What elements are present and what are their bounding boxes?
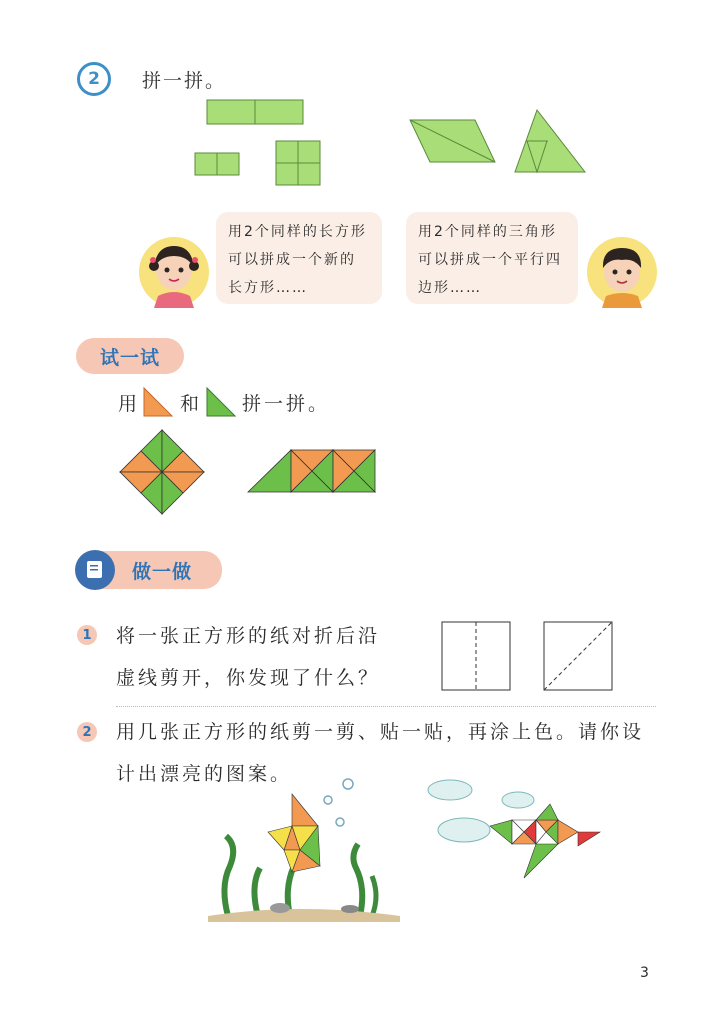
- try-text-use: 用: [118, 393, 141, 415]
- triangle-compositions: [116, 426, 386, 522]
- two-square-figure: [195, 153, 239, 175]
- triangle-fish: [268, 794, 320, 872]
- item1-line2: 虚线剪开，你发现了什么？: [116, 667, 381, 689]
- section-number-badge: 2: [77, 62, 111, 96]
- fish-aquarium-illustration: [200, 776, 410, 924]
- boy-avatar: [586, 236, 658, 308]
- four-square-figure: [276, 141, 320, 185]
- diamond-figure: [120, 430, 204, 514]
- item1-number: 1: [77, 625, 97, 645]
- long-rectangle-figure: [207, 100, 303, 124]
- item1-line1: 将一张正方形的纸对折后沿: [116, 625, 381, 647]
- section-title: 拼一拼。: [142, 70, 227, 92]
- girl-speech-bubble: 用2个同样的长方形 可以拼成一个新的 长方形……: [216, 212, 382, 304]
- try-section-label: 试一试: [76, 338, 184, 374]
- square-vertical-fold: [442, 622, 510, 690]
- triangle-rocket: [490, 804, 600, 878]
- item2-number: 2: [77, 722, 97, 742]
- rectangle-compositions: [190, 95, 610, 195]
- item2-line2: 计出漂亮的图案。: [116, 763, 293, 785]
- folded-paper-figures: [440, 620, 616, 694]
- do-section-label: 做一做: [76, 551, 222, 589]
- triangle-parallelogram-figure: [248, 450, 375, 492]
- square-diagonal-fold: [544, 622, 612, 690]
- item2-line1: 用几张正方形的纸剪一剪、贴一贴，再涂上色。请你设: [116, 721, 645, 743]
- green-triangle-icon: [205, 386, 237, 418]
- divider: [116, 706, 656, 707]
- page-number: 3: [640, 965, 649, 981]
- boy-speech-bubble: 用2个同样的三角形 可以拼成一个平行四 边形……: [406, 212, 578, 304]
- orange-triangle-icon: [142, 386, 174, 418]
- do-section-icon: [74, 549, 116, 591]
- triangle-figure: [515, 110, 585, 172]
- girl-avatar: [138, 236, 210, 308]
- rocket-clouds-illustration: [420, 774, 610, 884]
- parallelogram-figure: [410, 120, 495, 162]
- try-text-end: 拼一拼。: [242, 393, 331, 415]
- try-text-and: 和: [180, 393, 203, 415]
